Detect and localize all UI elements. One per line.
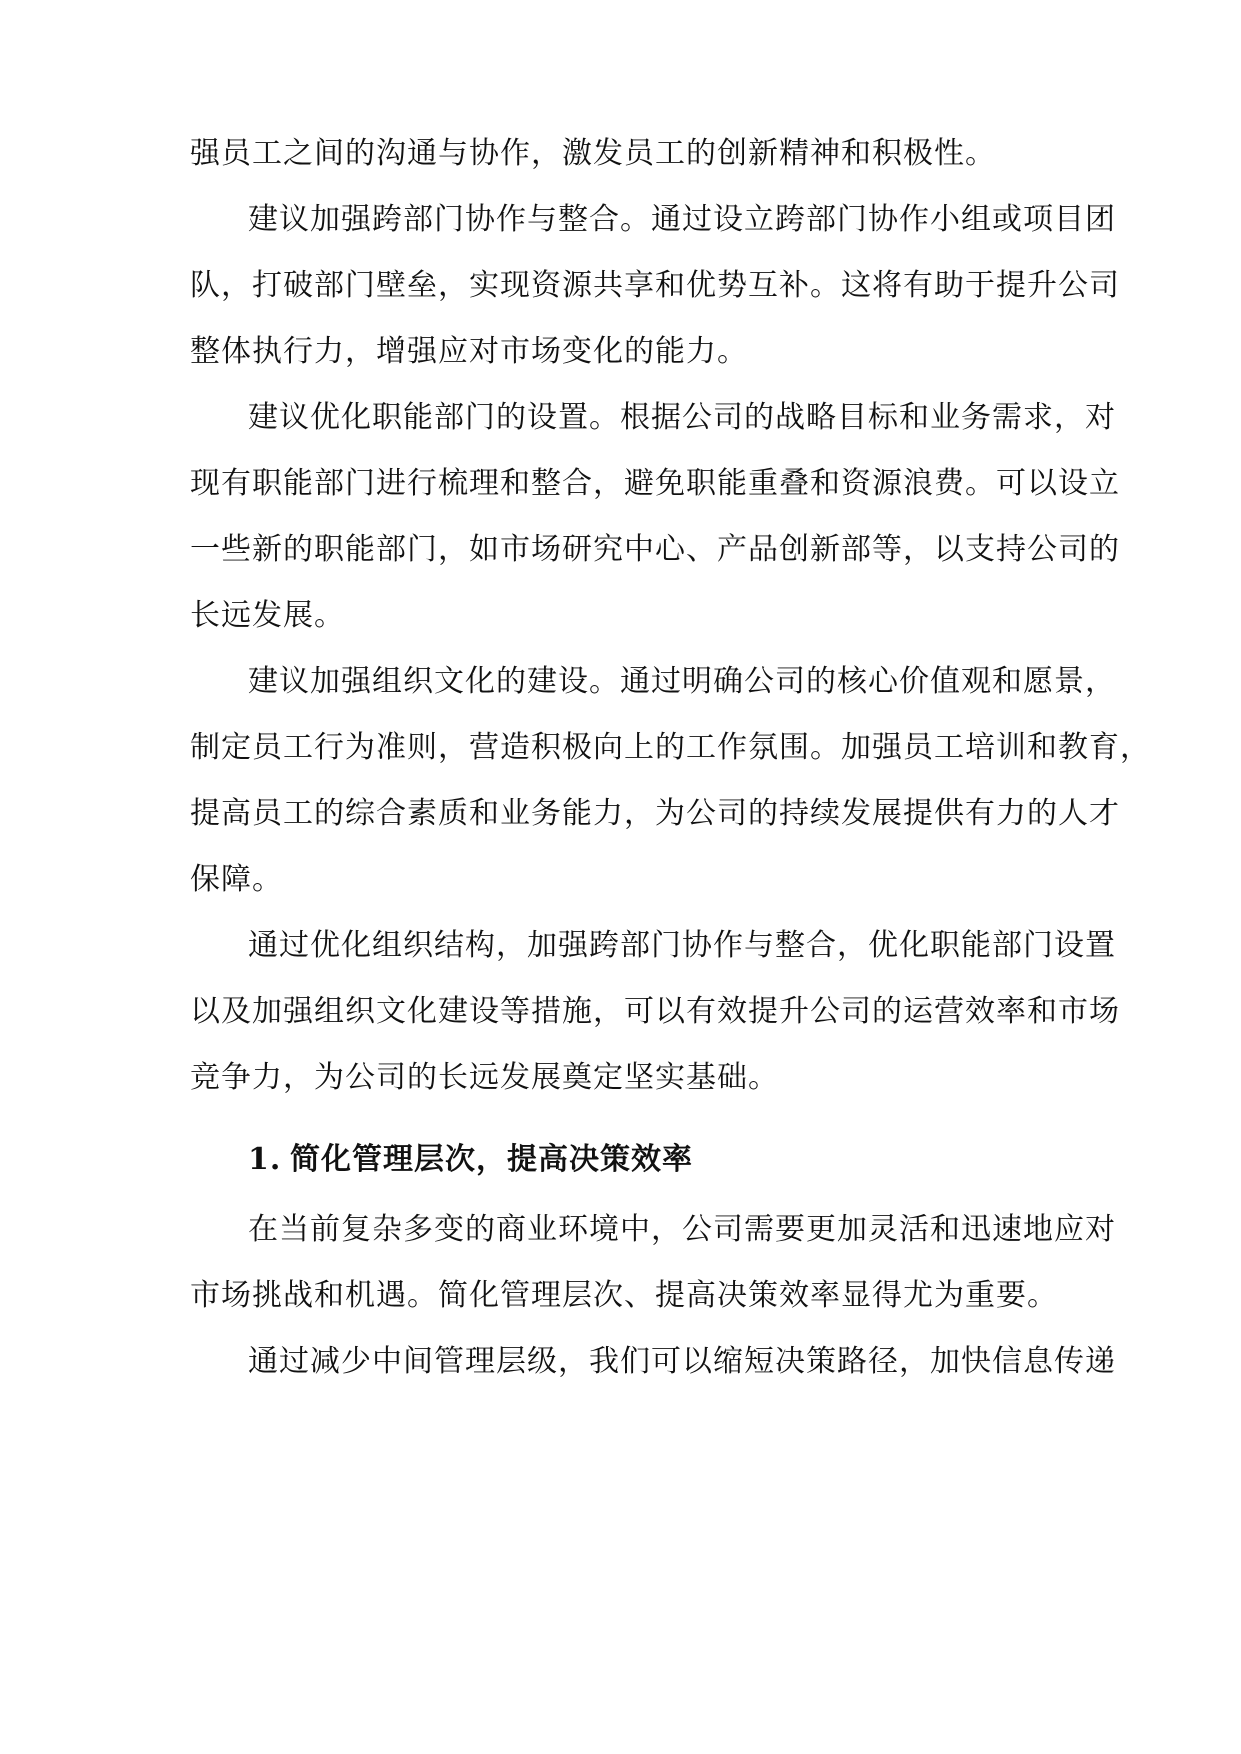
paragraph-line: 在当前复杂多变的商业环境中，公司需要更加灵活和迅速地应对: [248, 1212, 1116, 1247]
section-title: 简化管理层次，提高决策效率: [290, 1142, 693, 1177]
paragraph-line: 建议优化职能部门的设置。根据公司的战略目标和业务需求，对: [248, 400, 1116, 435]
paragraph-line: 现有职能部门进行梳理和整合，避免职能重叠和资源浪费。可以设立: [190, 466, 1120, 501]
paragraph-line: 竞争力，为公司的长远发展奠定坚实基础。: [190, 1060, 779, 1095]
paragraph-line: 通过优化组织结构，加强跨部门协作与整合，优化职能部门设置: [248, 928, 1116, 963]
paragraph-line: 通过减少中间管理层级，我们可以缩短决策路径，加快信息传递: [248, 1344, 1116, 1379]
paragraph-line: 队，打破部门壁垒，实现资源共享和优势互补。这将有助于提升公司: [190, 268, 1120, 303]
paragraph-line: 强员工之间的沟通与协作，激发员工的创新精神和积极性。: [190, 136, 996, 171]
section-number: 1.: [248, 1142, 282, 1177]
paragraph-line: 市场挑战和机遇。简化管理层次、提高决策效率显得尤为重要。: [190, 1278, 1058, 1313]
paragraph-line: 提高员工的综合素质和业务能力，为公司的持续发展提供有力的人才: [190, 796, 1120, 831]
paragraph-line: 以及加强组织文化建设等措施，可以有效提升公司的运营效率和市场: [190, 994, 1120, 1029]
paragraph-line: 整体执行力，增强应对市场变化的能力。: [190, 334, 748, 369]
paragraph-line: 建议加强组织文化的建设。通过明确公司的核心价值观和愿景，: [248, 664, 1116, 699]
section-heading: [248, 1140, 693, 1180]
paragraph-line: 制定员工行为准则，营造积极向上的工作氛围。加强员工培训和教育，: [190, 730, 1151, 765]
paragraph-line: 长远发展。: [190, 598, 345, 633]
paragraph-line: 保障。: [190, 862, 283, 897]
paragraph-line: 建议加强跨部门协作与整合。通过设立跨部门协作小组或项目团: [248, 202, 1116, 237]
paragraph-line: 一些新的职能部门，如市场研究中心、产品创新部等，以支持公司的: [190, 532, 1120, 567]
